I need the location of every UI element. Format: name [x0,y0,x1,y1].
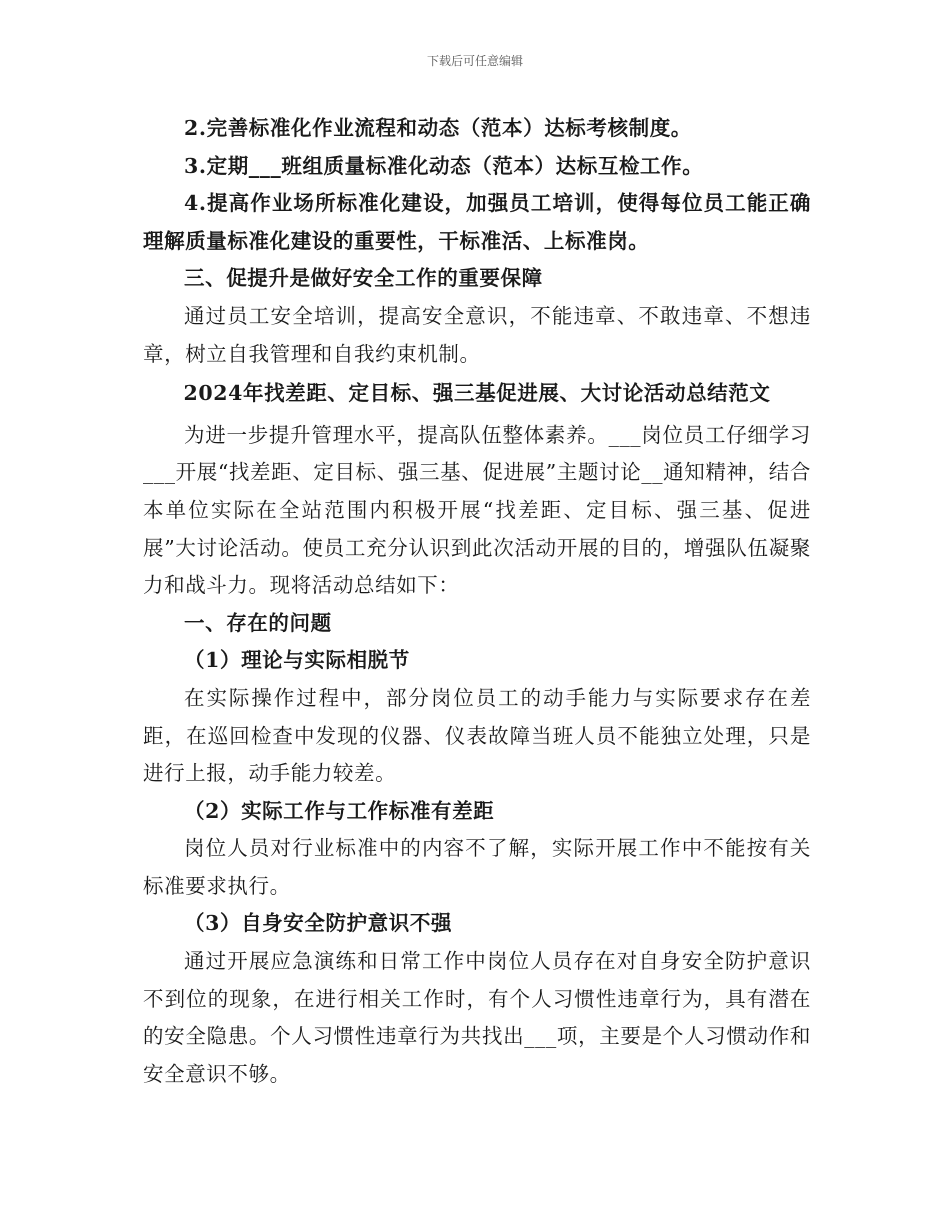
list-item-4: 4.提高作业场所标准化建设，加强员工培训，使得每位员工能正确理解质量标准化建设的重要性，干标准活、上标准岗。 [143,191,811,253]
body-paragraph: 岗位人员对行业标准中的内容不了解，实际开展工作中不能按有关标准要求执行。 [143,836,811,898]
document-title: 2024年找差距、定目标、强三基促进展、大讨论活动总结范文 [183,381,771,406]
intro-paragraph: 为进一步提升管理水平，提高队伍整体素养。___岗位员工仔细学习___开展“找差距、定目标、强三基、促进展”主题讨论__通知精神，结合本单位实际在全站范围内积极开展“找差距、定目标、强三基、促进展”大讨论活动。使员工充分认识到此次活动开展的目的，增强队伍凝聚力和战斗力。现将活动总结如下： [143,422,811,598]
list-item-2: 2.完善标准化作业流程和动态（范本）达标考核制度。 [184,116,692,140]
body-paragraph: 通过员工安全培训，提高安全意识，不能违章、不敢违章、不想违章，树立自我管理和自我约束机制。 [143,303,811,366]
body-paragraph: 在实际操作过程中，部分岗位员工的动手能力与实际要求存在差距，在巡回检查中发现的仪器、仪表故障当班人员不能独立处理，只是进行上报，动手能力较差。 [143,685,811,786]
list-item-3: 3.定期___班组质量标准化动态（范本）达标互检工作。 [184,153,704,178]
body-paragraph: 通过开展应急演练和日常工作中岗位人员存在对自身安全防护意识不到位的现象，在进行相关工作时，有个人习惯性违章行为，具有潜在的安全隐患。个人习惯性违章行为共找出___项，主要是个人习惯动作和安全意识不够。 [143,949,811,1086]
subheading-3: （3）自身安全防护意识不强 [184,911,453,936]
section-heading-3: 三、促提升是做好安全工作的重要保障 [184,266,543,291]
section-heading-1: 一、存在的问题 [184,610,332,635]
document-body [143,110,811,1093]
page-header: 下载后可任意编辑 [426,54,523,68]
subheading-2: （2）实际工作与工作标准有差距 [184,798,495,823]
subheading-1: （1）理论与实际相脱节 [184,648,410,673]
